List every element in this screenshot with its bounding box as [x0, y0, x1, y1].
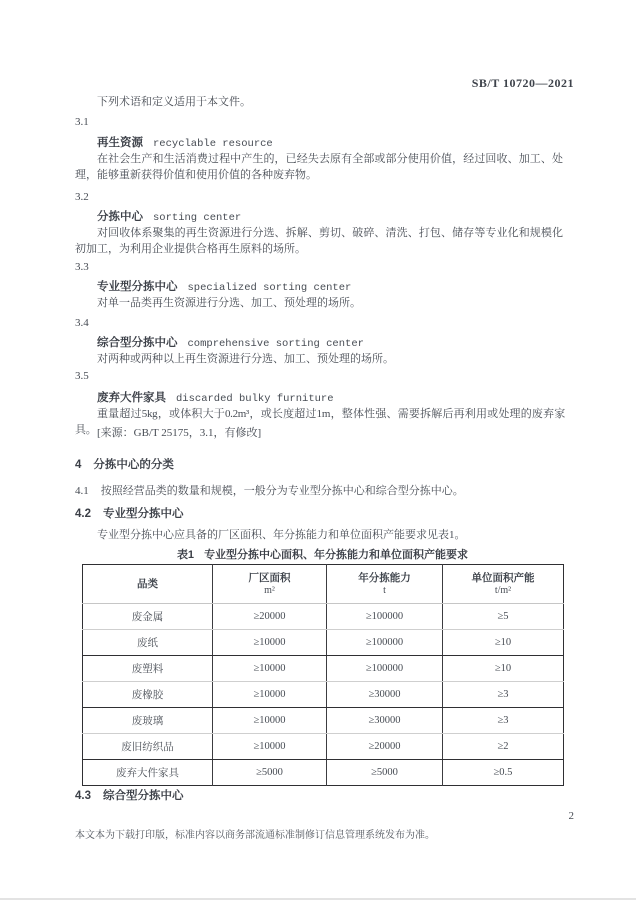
productivity-cell: ≥10	[443, 630, 564, 656]
capacity-cell: ≥20000	[327, 734, 443, 760]
term-number: 3.3	[75, 261, 89, 273]
clause-4-2-heading	[75, 505, 184, 521]
intro-paragraph: 下列术语和定义适用于本文件。	[97, 96, 251, 108]
area-cell: ≥10000	[213, 656, 327, 682]
category-cell: 废橡胶	[83, 682, 213, 708]
term-definition: 对回收体系聚集的再生资源进行分选、拆解、剪切、破碎、清洗、打包、储存等专业化和规模化初加工，为利用企业提供合格再生原料的场所。	[75, 227, 563, 255]
clause-number: 4.1	[75, 485, 89, 497]
clause-number: 4.3	[75, 790, 91, 802]
clause-number: 4.2	[75, 508, 91, 520]
capacity-cell: ≥30000	[327, 682, 443, 708]
table-row	[83, 708, 564, 734]
header-category: 品类	[83, 565, 213, 604]
header-capacity: 年分拣能力 t	[327, 565, 443, 604]
term-line	[97, 277, 351, 295]
table-row	[83, 760, 564, 786]
clause-title: 综合型分拣中心	[103, 790, 184, 802]
area-cell: ≥10000	[213, 630, 327, 656]
section-title: 分拣中心的分类	[93, 459, 174, 471]
table-row	[83, 604, 564, 630]
table-row	[83, 734, 564, 760]
term-definition: 在社会生产和生活消费过程中产生的，已经失去原有全部或部分使用价值，经过回收、加工、处理，能够重新获得价值和使用价值的各种废弃物。	[75, 153, 563, 181]
sorting-center-requirements-table	[82, 564, 564, 786]
source-note: [来源：GB/T 25175，3.1，有修改]	[97, 427, 262, 439]
page-number: 2	[568, 810, 574, 822]
term-line	[97, 207, 241, 225]
category-cell: 废旧纺织品	[83, 734, 213, 760]
clause-title: 专业型分拣中心	[103, 508, 184, 520]
capacity-cell: ≥100000	[327, 604, 443, 630]
header-area: 厂区面积 m²	[213, 565, 327, 604]
term-number: 3.2	[75, 191, 89, 203]
section-number: 4	[75, 459, 82, 471]
area-cell: ≥10000	[213, 682, 327, 708]
table-row	[83, 656, 564, 682]
area-cell: ≥10000	[213, 734, 327, 760]
area-cell: ≥10000	[213, 708, 327, 734]
capacity-cell: ≥100000	[327, 656, 443, 682]
category-cell: 废玻璃	[83, 708, 213, 734]
term-name-en: recyclable resource	[153, 138, 273, 150]
table-header-row	[83, 565, 564, 604]
capacity-cell: ≥30000	[327, 708, 443, 734]
term-name-en: sorting center	[153, 212, 242, 224]
table-row	[83, 630, 564, 656]
term-line	[97, 133, 273, 151]
productivity-cell: ≥3	[443, 682, 564, 708]
table-lead-paragraph: 专业型分拣中心应具备的厂区面积、年分拣能力和单位面积产能要求见表1。	[97, 529, 466, 541]
productivity-cell: ≥10	[443, 656, 564, 682]
productivity-cell: ≥3	[443, 708, 564, 734]
category-cell: 废弃大件家具	[116, 768, 179, 779]
area-cell: ≥20000	[213, 604, 327, 630]
term-definition: 重量超过5kg，或体积大于0.2m³，或长度超过1m，整体性强、需要拆解后再利用或处理的废弃家具。	[75, 408, 565, 436]
capacity-cell: ≥5000	[327, 760, 443, 786]
capacity-cell: ≥100000	[327, 630, 443, 656]
term-name-cn: 分拣中心	[97, 211, 143, 223]
clause-4-3-heading	[75, 787, 184, 803]
productivity-cell: ≥0.5	[443, 760, 564, 786]
productivity-cell: ≥2	[443, 734, 564, 760]
footer-disclaimer: 本文本为下载打印版，标准内容以商务部流通标准制修订信息管理系统发布为准。	[75, 830, 435, 841]
table-caption-title: 专业型分拣中心面积、年分拣能力和单位面积产能要求	[204, 549, 469, 561]
term-line	[97, 388, 334, 406]
term-name-cn: 专业型分拣中心	[97, 281, 178, 293]
standard-number: SB/T 10720—2021	[471, 76, 574, 90]
term-name-en: discarded bulky furniture	[176, 393, 334, 405]
table-row	[83, 682, 564, 708]
header-productivity: 单位面积产能 t/m²	[443, 565, 564, 604]
term-name-en: comprehensive sorting center	[187, 338, 364, 350]
clause-text: 按照经营品类的数量和规模，一般分为专业型分拣中心和综合型分拣中心。	[100, 485, 464, 497]
category-cell: 废塑料	[83, 656, 213, 682]
category-cell: 废金属	[83, 604, 213, 630]
term-number: 3.1	[75, 116, 89, 128]
clause-4-1	[75, 483, 563, 499]
term-name-cn: 废弃大件家具	[97, 392, 166, 404]
term-number: 3.5	[75, 370, 89, 382]
productivity-cell: ≥5	[443, 604, 564, 630]
term-definition: 对单一品类再生资源进行分选、加工、预处理的场所。	[97, 297, 361, 309]
term-definition: 对两种或两种以上再生资源进行分选、加工、预处理的场所。	[97, 353, 394, 365]
table-caption-number: 表1	[176, 549, 195, 561]
term-name-cn: 综合型分拣中心	[97, 337, 178, 349]
table-caption	[82, 546, 563, 562]
term-name-en: specialized sorting center	[187, 282, 352, 294]
term-line	[97, 333, 364, 351]
area-cell: ≥5000	[213, 760, 327, 786]
term-number: 3.4	[75, 317, 89, 329]
section-heading	[75, 456, 174, 472]
category-cell: 废纸	[83, 630, 213, 656]
term-name-cn: 再生资源	[97, 137, 143, 149]
